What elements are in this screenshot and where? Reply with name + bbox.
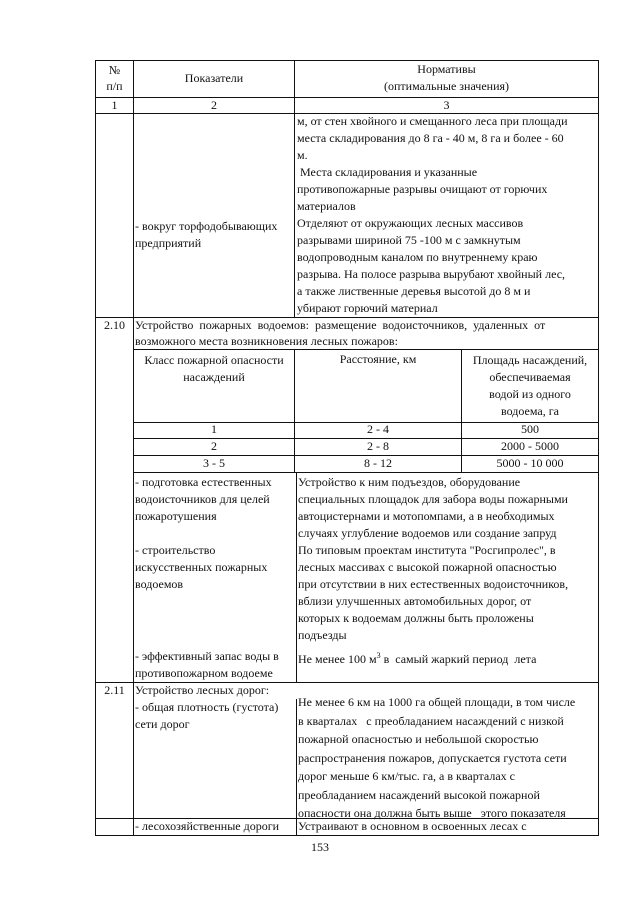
norm-water-stock: Не менее 100 $м^3$ в самый жаркий период лета xyxy=(298,651,537,666)
norm-water-source-prep: Устройство к ним подъездов, оборудование специальных площадок для забора воды пожарными автоцистернами и мотопомпами, а в необходимых случаях углубление водоемов или создание запруд xyxy=(298,475,568,540)
subtable-header-area: Площадь насаждений, обеспечиваемая водой из одного водоема, га xyxy=(472,353,588,418)
column-number-3: 3 xyxy=(443,98,450,112)
peat-indicator: - вокруг торфодобывающих предприятий xyxy=(135,219,278,250)
subtable-header-class: Класс пожарной опасности насаждений xyxy=(144,353,284,384)
subtable-area: 5000 - 10 000 xyxy=(496,456,564,470)
column-number-2: 2 xyxy=(211,98,217,112)
header-number-cell: № п/п xyxy=(106,63,123,93)
subtable-area: 2000 - 5000 xyxy=(501,439,559,453)
subtable-distance: 2 - 8 xyxy=(367,439,389,453)
section-2-10-title: Устройство пожарных водоемов: размещение водоисточников, удаленных от xyxy=(135,318,546,332)
indicator-reservoir-construction: - строительство искусственных пожарных водоемов xyxy=(135,543,268,591)
header-norms-subtitle: (оптимальные значения) xyxy=(383,79,510,93)
subtable-class: 2 xyxy=(211,439,217,453)
subtable-distance: 8 - 12 xyxy=(364,456,392,470)
indicator-forest-roads: - лесохозяйственные дороги xyxy=(135,819,280,833)
subtable-distance: 2 - 4 xyxy=(367,422,389,436)
norm-reservoir-construction: По типовым проектам института "Росгипролес", в лесных массивах с высокой пожарной опасностью при отсутствии в них естественных водоисточников, вблизи улучшенных автомобильных дорог, от которых к водоемам должны быть проложены подъезды xyxy=(298,543,569,642)
norm-forest-roads: Устраивают в основном в освоенных лесах с xyxy=(298,819,527,833)
header-indicators: Показатели xyxy=(184,71,244,85)
row-number-2-10: 2.10 xyxy=(104,318,125,332)
subtable-header-distance: Расстояние, км xyxy=(339,352,417,366)
subtable-class: 1 xyxy=(211,422,217,436)
column-number-1: 1 xyxy=(111,98,118,112)
section-2-11-title: Устройство лесных дорог: xyxy=(135,683,270,697)
section-2-10-title-cont: возможного места возникновения лесных пожаров: xyxy=(135,334,398,348)
indicator-water-stock: - эффективный запас воды в противопожарном водоеме xyxy=(135,649,279,680)
norm-road-density: Не менее 6 км на 1000 га общей площади, в том числе в кварталах с преобладанием насаждений с низкой пожарной опасностью и небольшой скоростью распространения пожаров, допускается густота сети дорог меньше 6 км/тыс. га, а в кварталах с преобладанием насаждений высокой пожарной опасности она должна быть выше этого показателя xyxy=(298,695,576,820)
row-number-2-11: 2.11 xyxy=(104,683,125,697)
indicator-water-source-prep: - подготовка естественных водоисточников для целей пожаротушения xyxy=(135,475,272,523)
page-number: 153 xyxy=(311,840,329,854)
indicator-road-density: - общая плотность (густота) сети дорог xyxy=(135,700,279,731)
subtable-class: 3 - 5 xyxy=(203,456,225,470)
peat-norm-text: м, от стен хвойного и смещанного леса при площади места складирования до 8 га - 40 м, 8 га и более - 60 м. Места складирования и указанные противопожарные разрывы очищают от горючих материалов Отделяют от окружающих лесных массивов разрывами шириной 75 -100 м с замкнутым водопроводным каналом по внутреннему краю разрыва. На полосе разрыва вырубают хвойный лес, а также лиственные деревья высотой до 8 м и убирают горючий материал xyxy=(297,114,568,315)
header-norms-title: Нормативы xyxy=(417,62,476,76)
subtable-area: 500 xyxy=(521,422,539,436)
